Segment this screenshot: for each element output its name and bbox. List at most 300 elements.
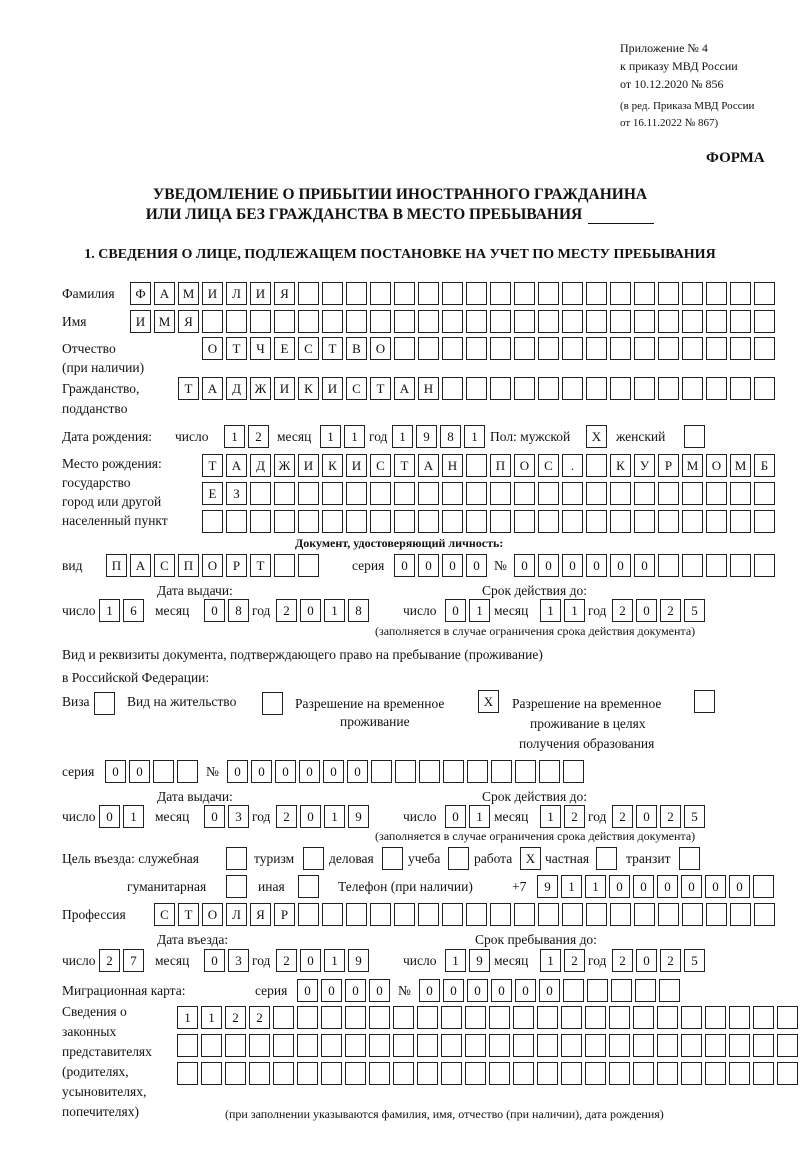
input-cell[interactable] [633,1006,654,1029]
input-cell[interactable] [657,1062,678,1085]
input-cell[interactable]: П [106,554,127,577]
input-cell[interactable] [514,310,535,333]
input-cell[interactable] [418,510,439,533]
input-cell[interactable] [226,510,247,533]
purpose-other-checkbox[interactable] [298,875,319,898]
input-cell[interactable] [561,1034,582,1057]
input-cell[interactable] [417,1062,438,1085]
input-cell[interactable] [681,1006,702,1029]
input-cell[interactable]: . [562,454,583,477]
input-cell[interactable]: 0 [204,949,225,972]
input-cell[interactable] [441,1062,462,1085]
input-cell[interactable]: 2 [249,1006,270,1029]
input-cell[interactable]: 1 [324,949,345,972]
input-cell[interactable]: З [226,482,247,505]
input-cell[interactable]: С [538,454,559,477]
input-cell[interactable]: 0 [369,979,390,1002]
input-cell[interactable]: 0 [491,979,512,1002]
input-cell[interactable] [538,482,559,505]
input-cell[interactable]: О [370,337,391,360]
input-cell[interactable] [562,903,583,926]
input-cell[interactable] [634,482,655,505]
input-cell[interactable]: 0 [515,979,536,1002]
input-cell[interactable]: Ж [274,454,295,477]
input-cell[interactable]: 2 [564,805,585,828]
input-cell[interactable] [658,554,679,577]
input-cell[interactable]: 0 [445,805,466,828]
input-cell[interactable] [225,1062,246,1085]
input-cell[interactable] [658,903,679,926]
input-cell[interactable] [394,482,415,505]
input-cell[interactable] [202,510,223,533]
input-cell[interactable] [298,510,319,533]
input-cell[interactable] [634,377,655,400]
checkbox-cell[interactable] [94,692,115,715]
input-cell[interactable]: 0 [323,760,344,783]
input-cell[interactable] [730,903,751,926]
input-cell[interactable] [369,1062,390,1085]
input-cell[interactable]: И [322,377,343,400]
input-cell[interactable] [562,377,583,400]
input-cell[interactable]: Р [658,454,679,477]
input-cell[interactable] [634,310,655,333]
input-cell[interactable]: П [490,454,511,477]
input-cell[interactable]: 1 [392,425,413,448]
input-cell[interactable]: 1 [99,599,120,622]
input-cell[interactable] [754,377,775,400]
input-cell[interactable] [610,282,631,305]
input-cell[interactable] [682,282,703,305]
input-cell[interactable]: 0 [610,554,631,577]
input-cell[interactable]: А [226,454,247,477]
input-cell[interactable]: А [130,554,151,577]
input-cell[interactable]: 3 [228,949,249,972]
input-cell[interactable]: 0 [562,554,583,577]
input-cell[interactable] [466,337,487,360]
input-cell[interactable]: 0 [347,760,368,783]
input-cell[interactable] [298,554,319,577]
input-cell[interactable]: К [322,454,343,477]
input-cell[interactable] [177,1062,198,1085]
checkbox-cell[interactable]: X [586,425,607,448]
input-cell[interactable]: 0 [419,979,440,1002]
input-cell[interactable]: 5 [684,949,705,972]
input-cell[interactable] [730,337,751,360]
input-cell[interactable] [659,979,680,1002]
input-cell[interactable]: 0 [105,760,126,783]
input-cell[interactable] [586,510,607,533]
input-cell[interactable]: 1 [561,875,582,898]
purpose-official-checkbox[interactable] [226,847,247,870]
input-cell[interactable] [658,482,679,505]
input-cell[interactable]: Я [274,282,295,305]
input-cell[interactable]: 2 [660,599,681,622]
input-cell[interactable] [442,337,463,360]
input-cell[interactable] [298,903,319,926]
input-cell[interactable] [682,377,703,400]
input-cell[interactable]: К [610,454,631,477]
input-cell[interactable]: 8 [228,599,249,622]
input-cell[interactable]: 1 [445,949,466,972]
input-cell[interactable] [537,1062,558,1085]
input-cell[interactable]: 0 [539,979,560,1002]
input-cell[interactable] [777,1062,798,1085]
input-cell[interactable] [321,1062,342,1085]
input-cell[interactable] [393,1062,414,1085]
input-cell[interactable] [274,510,295,533]
input-cell[interactable]: 2 [612,599,633,622]
input-cell[interactable]: 1 [344,425,365,448]
input-cell[interactable] [250,510,271,533]
input-cell[interactable]: 0 [636,599,657,622]
input-cell[interactable]: Р [226,554,247,577]
sex-male-checkbox[interactable] [586,425,607,448]
input-cell[interactable]: И [202,282,223,305]
input-cell[interactable]: 0 [297,979,318,1002]
checkbox-cell[interactable] [382,847,403,870]
checkbox-cell[interactable] [684,425,705,448]
input-cell[interactable]: Ч [250,337,271,360]
input-cell[interactable]: 3 [228,805,249,828]
input-cell[interactable]: 1 [540,949,561,972]
input-cell[interactable] [490,482,511,505]
input-cell[interactable]: 2 [612,805,633,828]
input-cell[interactable] [562,282,583,305]
input-cell[interactable] [466,454,487,477]
input-cell[interactable] [682,554,703,577]
input-cell[interactable] [346,510,367,533]
input-cell[interactable] [274,482,295,505]
input-cell[interactable]: 1 [123,805,144,828]
temp-residence-checkbox[interactable] [478,690,499,713]
input-cell[interactable] [177,760,198,783]
input-cell[interactable] [753,875,774,898]
input-cell[interactable] [322,482,343,505]
input-cell[interactable]: 0 [705,875,726,898]
input-cell[interactable]: 1 [540,805,561,828]
input-cell[interactable]: 0 [99,805,120,828]
input-cell[interactable]: М [154,310,175,333]
input-cell[interactable]: И [274,377,295,400]
input-cell[interactable] [730,510,751,533]
input-cell[interactable] [514,903,535,926]
input-cell[interactable]: 1 [177,1006,198,1029]
purpose-humanitarian-checkbox[interactable] [226,875,247,898]
input-cell[interactable] [273,1062,294,1085]
input-cell[interactable] [321,1006,342,1029]
input-cell[interactable]: 8 [348,599,369,622]
input-cell[interactable] [729,1062,750,1085]
input-cell[interactable] [226,310,247,333]
input-cell[interactable] [586,482,607,505]
input-cell[interactable] [706,337,727,360]
input-cell[interactable]: Т [322,337,343,360]
input-cell[interactable]: Б [754,454,775,477]
input-cell[interactable] [730,377,751,400]
input-cell[interactable] [466,310,487,333]
input-cell[interactable] [538,282,559,305]
input-cell[interactable]: 1 [324,805,345,828]
input-cell[interactable] [515,760,536,783]
checkbox-cell[interactable] [226,847,247,870]
input-cell[interactable] [657,1006,678,1029]
input-cell[interactable]: 0 [275,760,296,783]
input-cell[interactable] [417,1006,438,1029]
input-cell[interactable]: 0 [300,599,321,622]
input-cell[interactable] [562,337,583,360]
input-cell[interactable] [250,310,271,333]
checkbox-cell[interactable] [448,847,469,870]
input-cell[interactable] [586,337,607,360]
temp-edu-checkbox[interactable] [694,690,715,713]
input-cell[interactable] [298,482,319,505]
input-cell[interactable] [610,903,631,926]
input-cell[interactable] [513,1006,534,1029]
purpose-transit-checkbox[interactable] [679,847,700,870]
input-cell[interactable] [562,310,583,333]
input-cell[interactable] [730,482,751,505]
input-cell[interactable] [681,1034,702,1057]
input-cell[interactable] [395,760,416,783]
input-cell[interactable] [442,377,463,400]
input-cell[interactable] [538,903,559,926]
input-cell[interactable]: 0 [681,875,702,898]
input-cell[interactable] [418,310,439,333]
input-cell[interactable] [611,979,632,1002]
input-cell[interactable] [490,310,511,333]
input-cell[interactable] [513,1034,534,1057]
input-cell[interactable]: 0 [129,760,150,783]
input-cell[interactable] [634,337,655,360]
input-cell[interactable]: 0 [227,760,248,783]
input-cell[interactable] [177,1034,198,1057]
input-cell[interactable]: 0 [729,875,750,898]
input-cell[interactable] [633,1034,654,1057]
input-cell[interactable]: 0 [657,875,678,898]
input-cell[interactable]: И [130,310,151,333]
input-cell[interactable] [706,310,727,333]
input-cell[interactable]: 5 [684,805,705,828]
input-cell[interactable]: 2 [276,599,297,622]
input-cell[interactable] [370,310,391,333]
input-cell[interactable]: 0 [514,554,535,577]
input-cell[interactable]: 2 [225,1006,246,1029]
input-cell[interactable]: 0 [443,979,464,1002]
checkbox-cell[interactable] [303,847,324,870]
input-cell[interactable]: О [202,337,223,360]
input-cell[interactable]: У [634,454,655,477]
input-cell[interactable] [754,903,775,926]
input-cell[interactable] [753,1062,774,1085]
input-cell[interactable]: В [346,337,367,360]
purpose-study-checkbox[interactable] [448,847,469,870]
input-cell[interactable]: Т [226,337,247,360]
input-cell[interactable]: И [298,454,319,477]
input-cell[interactable] [394,310,415,333]
input-cell[interactable]: А [154,282,175,305]
input-cell[interactable]: И [250,282,271,305]
input-cell[interactable]: М [178,282,199,305]
input-cell[interactable] [514,282,535,305]
input-cell[interactable]: 2 [99,949,120,972]
input-cell[interactable] [514,510,535,533]
input-cell[interactable] [705,1034,726,1057]
input-cell[interactable] [538,310,559,333]
input-cell[interactable] [273,1006,294,1029]
input-cell[interactable] [466,510,487,533]
input-cell[interactable] [225,1034,246,1057]
input-cell[interactable] [777,1034,798,1057]
input-cell[interactable] [153,760,174,783]
input-cell[interactable]: 0 [204,805,225,828]
input-cell[interactable]: О [706,454,727,477]
input-cell[interactable]: 9 [469,949,490,972]
input-cell[interactable]: 2 [612,949,633,972]
input-cell[interactable]: 9 [537,875,558,898]
input-cell[interactable]: Т [202,454,223,477]
input-cell[interactable] [585,1006,606,1029]
input-cell[interactable]: О [514,454,535,477]
input-cell[interactable] [393,1006,414,1029]
input-cell[interactable]: 7 [123,949,144,972]
input-cell[interactable]: Д [250,454,271,477]
input-cell[interactable] [705,1006,726,1029]
input-cell[interactable] [345,1062,366,1085]
input-cell[interactable] [466,903,487,926]
input-cell[interactable]: Я [178,310,199,333]
input-cell[interactable] [537,1034,558,1057]
input-cell[interactable]: П [178,554,199,577]
input-cell[interactable] [490,337,511,360]
input-cell[interactable] [538,377,559,400]
input-cell[interactable] [754,482,775,505]
input-cell[interactable] [418,482,439,505]
checkbox-cell[interactable] [262,692,283,715]
input-cell[interactable] [369,1034,390,1057]
input-cell[interactable]: Ж [250,377,271,400]
input-cell[interactable] [538,510,559,533]
input-cell[interactable] [682,903,703,926]
input-cell[interactable] [634,903,655,926]
input-cell[interactable] [706,377,727,400]
checkbox-cell[interactable]: X [520,847,541,870]
input-cell[interactable]: 0 [300,805,321,828]
purpose-business-checkbox[interactable] [382,847,403,870]
input-cell[interactable]: О [202,903,223,926]
input-cell[interactable] [201,1062,222,1085]
input-cell[interactable]: А [202,377,223,400]
input-cell[interactable]: Я [250,903,271,926]
checkbox-cell[interactable] [694,690,715,713]
input-cell[interactable] [514,482,535,505]
input-cell[interactable]: Р [274,903,295,926]
input-cell[interactable] [441,1006,462,1029]
input-cell[interactable] [610,337,631,360]
input-cell[interactable] [658,337,679,360]
input-cell[interactable] [682,510,703,533]
input-cell[interactable] [706,510,727,533]
input-cell[interactable] [563,979,584,1002]
input-cell[interactable] [705,1062,726,1085]
input-cell[interactable] [682,337,703,360]
input-cell[interactable]: 9 [348,805,369,828]
input-cell[interactable] [297,1034,318,1057]
input-cell[interactable] [250,482,271,505]
input-cell[interactable]: 0 [442,554,463,577]
input-cell[interactable] [442,310,463,333]
input-cell[interactable] [322,310,343,333]
input-cell[interactable] [346,903,367,926]
input-cell[interactable] [346,310,367,333]
input-cell[interactable] [491,760,512,783]
input-cell[interactable]: 0 [467,979,488,1002]
input-cell[interactable] [538,337,559,360]
input-cell[interactable] [754,310,775,333]
input-cell[interactable]: Т [370,377,391,400]
input-cell[interactable] [394,510,415,533]
input-cell[interactable]: 0 [299,760,320,783]
input-cell[interactable] [729,1034,750,1057]
input-cell[interactable] [706,482,727,505]
input-cell[interactable] [658,282,679,305]
input-cell[interactable] [465,1006,486,1029]
input-cell[interactable]: С [346,377,367,400]
input-cell[interactable] [321,1034,342,1057]
input-cell[interactable]: 0 [636,949,657,972]
input-cell[interactable]: И [346,454,367,477]
input-cell[interactable] [562,482,583,505]
input-cell[interactable] [489,1062,510,1085]
input-cell[interactable] [635,979,656,1002]
input-cell[interactable] [345,1034,366,1057]
checkbox-cell[interactable] [596,847,617,870]
input-cell[interactable] [563,760,584,783]
input-cell[interactable] [442,510,463,533]
input-cell[interactable]: Т [394,454,415,477]
input-cell[interactable] [370,282,391,305]
input-cell[interactable]: 0 [445,599,466,622]
input-cell[interactable] [465,1034,486,1057]
input-cell[interactable]: 2 [660,805,681,828]
input-cell[interactable]: 8 [440,425,461,448]
input-cell[interactable]: М [682,454,703,477]
input-cell[interactable] [562,510,583,533]
input-cell[interactable]: Е [274,337,295,360]
input-cell[interactable]: 0 [345,979,366,1002]
input-cell[interactable] [634,510,655,533]
input-cell[interactable]: 1 [540,599,561,622]
input-cell[interactable] [466,482,487,505]
input-cell[interactable] [561,1006,582,1029]
input-cell[interactable] [777,1006,798,1029]
input-cell[interactable] [706,282,727,305]
input-cell[interactable] [730,310,751,333]
input-cell[interactable]: Е [202,482,223,505]
input-cell[interactable] [682,310,703,333]
input-cell[interactable] [418,337,439,360]
input-cell[interactable]: С [298,337,319,360]
input-cell[interactable] [730,282,751,305]
input-cell[interactable]: 2 [248,425,269,448]
input-cell[interactable]: 1 [469,805,490,828]
input-cell[interactable] [682,482,703,505]
input-cell[interactable]: 0 [466,554,487,577]
input-cell[interactable] [465,1062,486,1085]
input-cell[interactable]: 0 [538,554,559,577]
input-cell[interactable]: М [730,454,751,477]
input-cell[interactable] [274,310,295,333]
input-cell[interactable]: 1 [224,425,245,448]
